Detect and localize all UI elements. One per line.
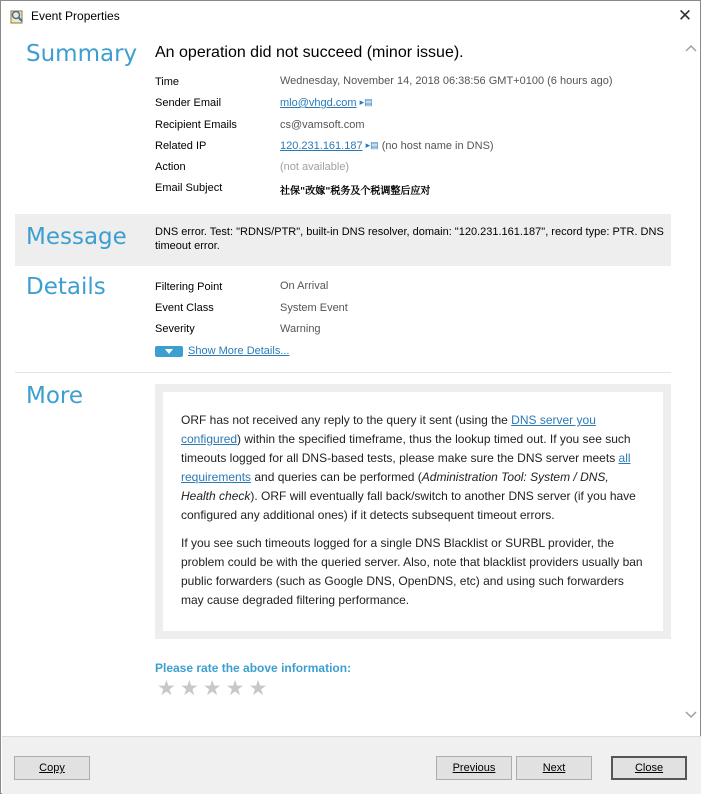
email-subject-value: 社保"改嫁"税务及个税调整后应对	[280, 186, 431, 197]
action-value: (not available)	[280, 161, 350, 173]
more-info-content	[163, 392, 663, 631]
dialog-footer	[2, 736, 701, 794]
more-text: ) within the specified timeframe, thus the lookup timed out. If you see such timeouts logged for all DNS-based tests, please make sure the DNS server meets	[181, 432, 631, 465]
filtering-point-label: Filtering Point	[155, 281, 223, 293]
scroll-up-icon[interactable]	[684, 42, 698, 54]
more-info-box	[155, 384, 671, 639]
email-subject-label: Email Subject	[155, 182, 223, 194]
related-ip-link[interactable]: 120.231.161.187	[280, 140, 363, 152]
star-icon[interactable]: ★	[248, 677, 268, 700]
scroll-down-icon[interactable]	[684, 709, 698, 721]
star-icon[interactable]: ★	[225, 677, 245, 700]
more-text: ). ORF will eventually fall back/switch to another DNS server (if you have configured any additional ones) if it detects subsequent timeout errors.	[181, 489, 636, 522]
time-label: Time	[155, 76, 180, 88]
more-italic-text: Administration Tool: System / DNS, Health check	[181, 470, 609, 503]
previous-button[interactable]: Previous	[436, 756, 512, 780]
next-button[interactable]: Next	[516, 756, 592, 780]
close-button[interactable]: Close	[611, 756, 687, 780]
vertical-scrollbar[interactable]	[684, 34, 698, 728]
show-more-details-link[interactable]: Show More Details...	[188, 345, 290, 357]
more-paragraph-2: If you see such timeouts logged for a single DNS Blacklist or SURBL provider, the problem could be with the queried server. Also, note that blacklist providers usually ban public forwarders (such as Google DNS, OpenDNS, etc) and using such forwarders may cause degraded filtering performance.	[181, 536, 643, 607]
more-text: and queries can be performed (	[251, 470, 422, 484]
sender-email-label: Sender Email	[155, 97, 222, 109]
severity-label: Severity	[155, 323, 195, 335]
requirements-link[interactable]: all requirements	[181, 451, 631, 484]
message-text: DNS error. Test: "RDNS/PTR", built-in DNS resolver, domain: "120.231.161.187", record type: PTR. DNS timeout error.	[155, 226, 664, 252]
more-section-title: More	[26, 383, 84, 409]
related-ip-row	[280, 140, 494, 152]
details-section-title: Details	[26, 274, 106, 300]
close-icon[interactable]: ✕	[677, 6, 693, 25]
section-divider	[15, 372, 671, 373]
recipient-emails-label: Recipient Emails	[155, 119, 237, 131]
sender-email-link[interactable]: mlo@vhgd.com	[280, 97, 357, 109]
related-ip-note: (no host name in DNS)	[381, 140, 494, 152]
details-arrow-icon[interactable]: ▸▤	[365, 140, 379, 150]
window-title: Event Properties	[31, 9, 120, 23]
recipient-emails-value: cs@vamsoft.com	[280, 119, 365, 131]
message-band	[15, 214, 671, 266]
star-rating[interactable]	[157, 676, 268, 701]
details-arrow-icon[interactable]: ▸▤	[359, 97, 373, 107]
sender-email-row	[280, 97, 373, 109]
copy-button[interactable]: Copy	[14, 756, 90, 780]
filtering-point-value: On Arrival	[280, 280, 329, 292]
related-ip-label: Related IP	[155, 140, 207, 152]
more-text: ORF has not received any reply to the query it sent (using the	[181, 413, 512, 427]
content-area[interactable]	[2, 32, 701, 732]
app-icon	[9, 8, 25, 24]
summary-heading: An operation did not succeed (minor issue).	[155, 44, 464, 61]
summary-section-title: Summary	[26, 41, 138, 67]
star-icon[interactable]: ★	[179, 677, 199, 700]
message-section-title: Message	[26, 224, 127, 250]
event-class-value: System Event	[280, 302, 348, 314]
rating-label: Please rate the above information:	[155, 661, 352, 675]
star-icon[interactable]: ★	[157, 677, 176, 700]
severity-value: Warning	[280, 323, 321, 335]
action-label: Action	[155, 161, 186, 173]
title-bar[interactable]	[1, 1, 700, 31]
expand-details-icon[interactable]	[155, 346, 183, 357]
star-icon[interactable]: ★	[202, 677, 222, 700]
dns-server-link[interactable]: DNS server you configured	[181, 413, 596, 446]
more-paragraph-1	[181, 411, 645, 525]
event-class-label: Event Class	[155, 302, 214, 314]
time-value: Wednesday, November 14, 2018 06:38:56 GMT+0100 (6 hours ago)	[280, 75, 613, 87]
